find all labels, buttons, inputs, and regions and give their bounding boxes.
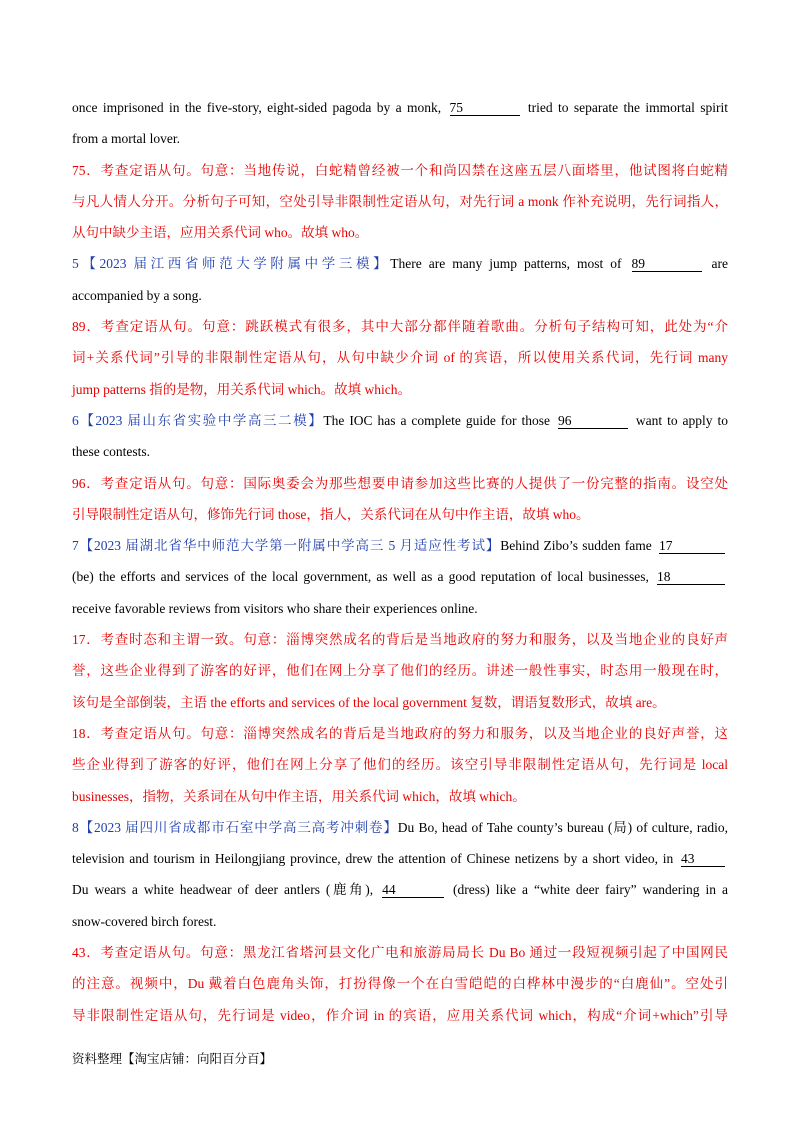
text-line — [72, 92, 728, 123]
text-line — [72, 342, 728, 373]
text-run: Du Bo, head of Tahe county’s bureau (局) of culture, radio, — [397, 819, 728, 835]
text-line — [72, 155, 728, 186]
text-line — [72, 280, 728, 311]
source-tag: 6【2023 届山东省实验中学高三二模】 — [72, 412, 324, 428]
text-line — [72, 906, 728, 937]
text-run: 75．考查定语从句。句意：当地传说，白蛇精曾经被一个和尚囚禁在这座五层八面塔里，他试图将白蛇精 — [72, 162, 728, 178]
answer-blank: 43 — [681, 851, 725, 867]
text-line — [72, 1000, 728, 1031]
text-run: 18．考查定语从句。句意：淄博突然成名的背后是当地政府的努力和服务，以及当地企业的良好声誉，这 — [72, 725, 728, 741]
text-line — [72, 311, 728, 342]
page-footer: 资料整理【淘宝店铺：向阳百分百】 — [72, 1051, 273, 1066]
text-line — [72, 217, 728, 248]
text-run: 43．考查定语从句。句意：黑龙江省塔河县文化广电和旅游局局长 Du Bo 通过一段短视频引起了中国网民 — [72, 945, 728, 961]
text-run: (be) the efforts and services of the local government, as well as a good reputation of local businesses, — [72, 569, 654, 585]
answer-blank: 89 — [632, 256, 702, 272]
text-line — [72, 843, 728, 874]
text-line — [72, 874, 728, 905]
text-line — [72, 561, 728, 592]
answer-blank: 44 — [382, 882, 444, 898]
text-run: There are many jump patterns, most of — [390, 256, 629, 272]
text-run: businesses，指物，关系词在从句中作主语，用关系代词 which，故填 which。 — [72, 788, 526, 804]
text-run: want to apply to — [630, 412, 728, 428]
text-run: 从句中缺少主语，应用关系代词 who。故填 who。 — [72, 225, 369, 241]
answer-blank: 18 — [657, 569, 725, 585]
text-line — [72, 968, 728, 999]
text-run: 17．考查时态和主谓一致。句意：淄博突然成名的背后是当地政府的努力和服务，以及当地企业的良好声 — [72, 632, 728, 648]
text-run: (dress) like a “white deer fairy” wandering in a — [447, 882, 728, 898]
text-run: 的注意。视频中，Du 戴着白色鹿角头饰，打扮得像一个在白雪皑皑的白桦林中漫步的“白鹿仙”。空处引 — [72, 976, 728, 992]
text-run: are — [704, 256, 729, 272]
text-run: 89．考查定语从句。句意：跳跃模式有很多，其中大部分都伴随着歌曲。分析句子结构可知，此处为“介 — [72, 319, 728, 335]
text-run: 誉，这些企业得到了游客的好评，他们在网上分享了他们的经历。讲述一般性事实，时态用一般现在时， — [72, 663, 728, 679]
text-line — [72, 499, 728, 530]
text-line — [72, 655, 728, 686]
text-line — [72, 812, 728, 843]
text-line — [72, 436, 728, 467]
text-run: Behind Zibo’s sudden fame — [500, 538, 656, 554]
text-run: television and tourism in Heilongjiang province, drew the attention of Chinese netizens by a short video, in — [72, 851, 678, 867]
text-run: snow-covered birch forest. — [72, 913, 217, 929]
text-run: 96．考查定语从句。句意：国际奥委会为那些想要申请参加这些比赛的人提供了一份完整的指南。设空处 — [72, 475, 728, 491]
source-tag: 5【2023 届江西省师范大学附属中学三模】 — [72, 256, 391, 272]
text-line — [72, 405, 728, 436]
source-tag: 8【2023 届四川省成都市石室中学高三高考冲刺卷】 — [72, 819, 398, 835]
text-run: 与凡人情人分开。分析句子可知，空处引导非限制性定语从句，对先行词 a monk 作补充说明，先行词指人， — [72, 193, 728, 209]
text-run: The IOC has a complete guide for those — [323, 412, 555, 428]
text-line — [72, 530, 728, 561]
text-run: once imprisoned in the five-story, eight-sided pagoda by a monk, — [72, 100, 447, 115]
document-body — [72, 92, 728, 1031]
text-line — [72, 123, 728, 154]
text-line — [72, 687, 728, 718]
answer-blank: 96 — [558, 413, 628, 429]
text-run: tried to separate the immortal spirit — [522, 100, 728, 115]
text-run: Du wears a white headwear of deer antlers (鹿角), — [72, 882, 380, 898]
text-line — [72, 593, 728, 624]
text-run: these contests. — [72, 444, 150, 460]
text-line — [72, 186, 728, 217]
text-line — [72, 937, 728, 968]
text-run: receive favorable reviews from visitors who share their experiences online. — [72, 600, 478, 616]
answer-blank: 17 — [659, 538, 725, 554]
text-run: 引导限制性定语从句，修饰先行词 those，指人，关系代词在从句中作主语，故填 who。 — [72, 506, 590, 522]
text-line — [72, 624, 728, 655]
text-run: 导非限制性定语从句，先行词是 video，作介词 in 的宾语，应用关系代词 which，构成“介词+which”引导 — [72, 1007, 728, 1023]
text-line — [72, 749, 728, 780]
text-line — [72, 781, 728, 812]
text-run: jump patterns 指的是物，用关系代词 which。故填 which。 — [72, 381, 411, 397]
answer-blank: 75 — [450, 100, 520, 116]
source-tag: 7【2023 届湖北省华中师范大学第一附属中学高三 5 月适应性考试】 — [72, 538, 501, 554]
text-line — [72, 248, 728, 279]
text-run: from a mortal lover. — [72, 131, 180, 147]
text-run: 些企业得到了游客的好评，他们在网上分享了他们的经历。该空引导非限制性定语从句，先行词是 local — [72, 757, 728, 773]
text-run: 该句是全部倒装，主语 the efforts and services of the local government 复数，谓语复数形式，故填 are。 — [72, 694, 666, 710]
text-line — [72, 468, 728, 499]
text-run: 词+关系代词”引导的非限制性定语从句，从句中缺少介词 of 的宾语，所以使用关系代词，先行词 many — [72, 350, 728, 366]
text-line — [72, 374, 728, 405]
text-line — [72, 718, 728, 749]
text-run: accompanied by a song. — [72, 287, 202, 303]
